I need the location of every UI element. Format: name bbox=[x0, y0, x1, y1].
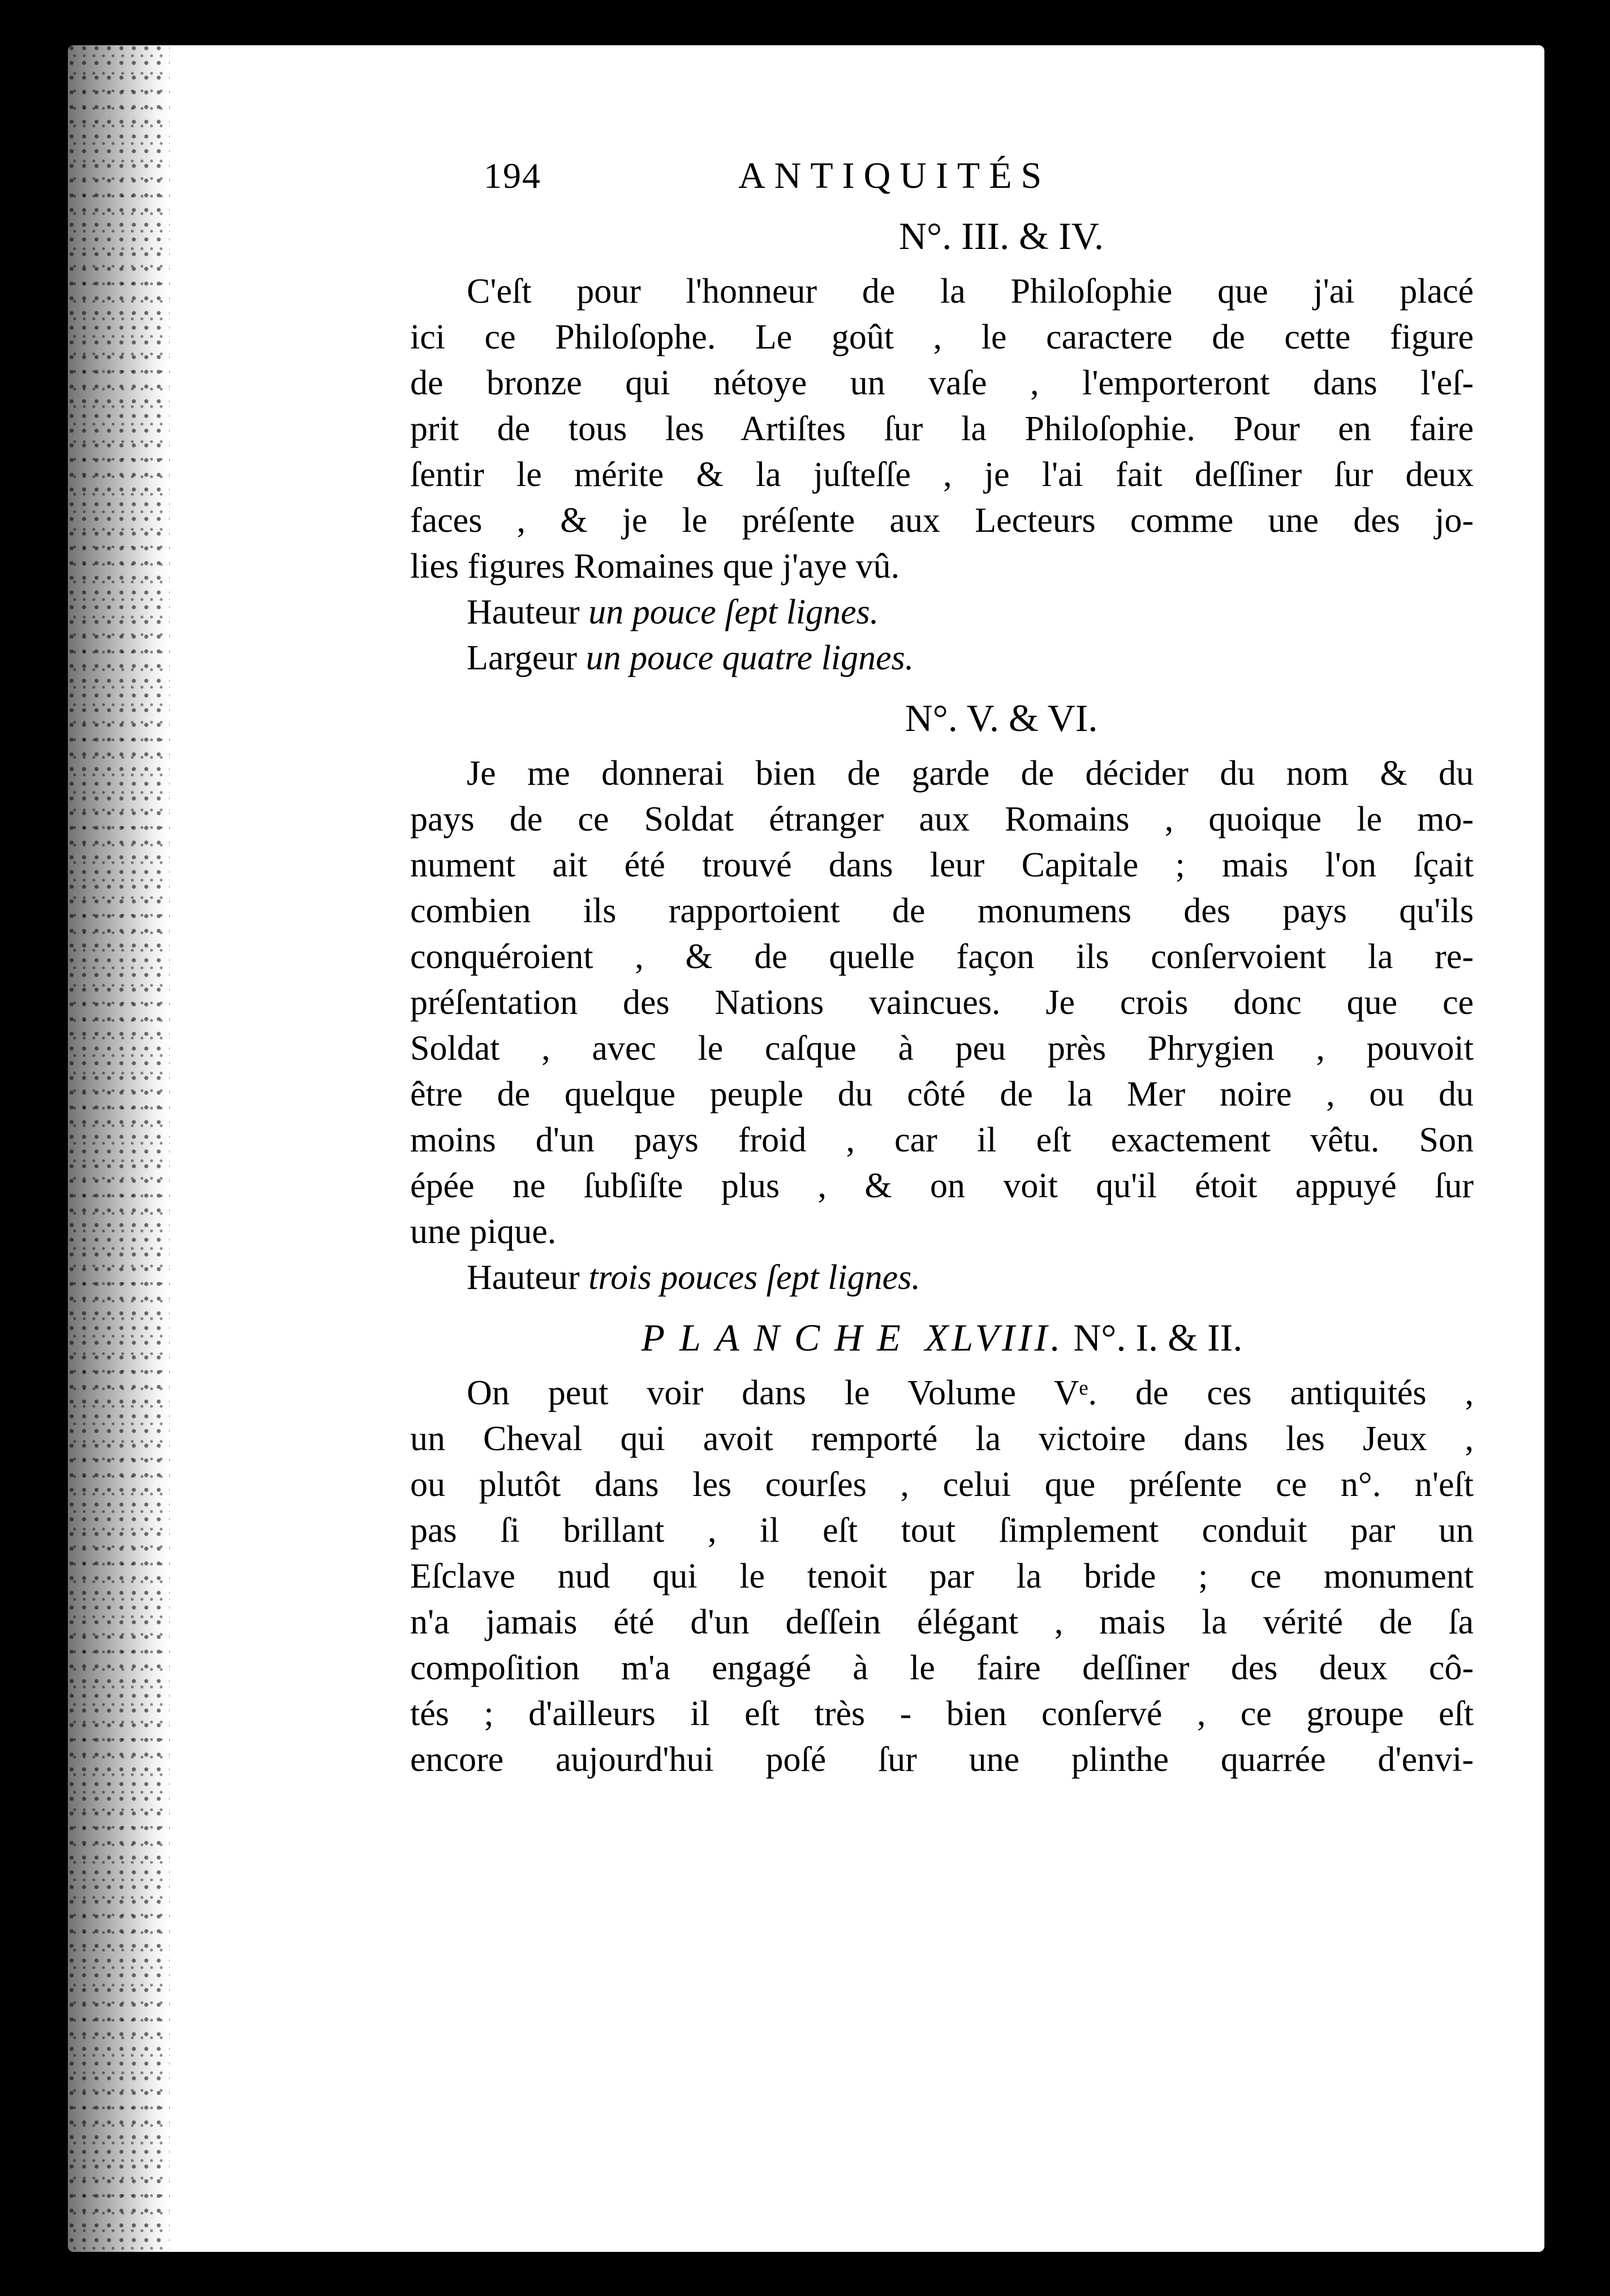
text-line: moins d'un pays froid , car il eſt exactement vêtu. Son bbox=[410, 1121, 1474, 1159]
text-line: faces , & je le préſente aux Lecteurs comme une des jo- bbox=[410, 501, 1474, 540]
text-line: pays de ce Soldat étranger aux Romains , quoique le mo- bbox=[410, 800, 1474, 839]
text-line: n'a jamais été d'un deſſein élégant , mais la vérité de ſa bbox=[410, 1603, 1474, 1641]
text-line: une pique. bbox=[410, 1213, 557, 1251]
plate-number: XLVIII. bbox=[924, 1316, 1064, 1359]
text-line: un Cheval qui avoit remporté la victoire dans les Jeux , bbox=[410, 1420, 1474, 1458]
text-line: ici ce Philoſophe. Le goût , le caractere de cette figure bbox=[410, 318, 1474, 356]
running-title: ANTIQUITÉS bbox=[738, 155, 1051, 196]
text-column bbox=[410, 147, 1474, 1783]
text-line: Je me donnerai bien de garde de décider du nom & du bbox=[467, 754, 1474, 793]
section-heading-no-v-vi: N°. V. & VI. bbox=[905, 696, 1098, 739]
text-line: encore aujourd'hui poſé ſur une plinthe quarrée d'envi- bbox=[410, 1740, 1474, 1779]
plate-figure-numbers: N°. I. & II. bbox=[1073, 1316, 1243, 1359]
dimension-height bbox=[410, 1255, 1474, 1301]
text-line: C'eſt pour l'honneur de la Philoſophie que j'ai placé bbox=[467, 272, 1474, 311]
text-line: ſentir le mérite & la juſteſſe , je l'ai fait deſſiner ſur deux bbox=[410, 455, 1474, 494]
text-line: compoſition m'a engagé à le faire deſſiner des deux cô- bbox=[410, 1649, 1474, 1687]
text-line: combien ils rapportoient de monumens des pays qu'ils bbox=[410, 892, 1474, 930]
plate-heading bbox=[410, 1311, 1474, 1365]
dimension-label: Largeur bbox=[467, 639, 578, 677]
scan-edge-shadow bbox=[68, 45, 170, 2252]
dimension-value: trois pouces ſept lignes. bbox=[588, 1258, 920, 1297]
text-line: de bronze qui nétoye un vaſe , l'emporteront dans l'eſ- bbox=[410, 364, 1474, 402]
text-line: préſentation des Nations vaincues. Je crois donc que ce bbox=[410, 983, 1474, 1022]
text-line: conquéroient , & de quelle façon ils conſervoient la re- bbox=[410, 938, 1474, 976]
text-line: pas ſi brillant , il eſt tout ſimplement conduit par un bbox=[410, 1511, 1474, 1550]
dimension-label: Hauteur bbox=[467, 593, 580, 631]
text-line: prit de tous les Artiſtes ſur la Philoſophie. Pour en faire bbox=[410, 410, 1474, 448]
dimension-width bbox=[410, 635, 1474, 681]
dimension-label: Hauteur bbox=[467, 1258, 580, 1297]
page-number: 194 bbox=[484, 156, 541, 196]
dimension-value: un pouce ſept lignes. bbox=[588, 593, 879, 631]
text-line: lies figures Romaines que j'aye vû. bbox=[410, 547, 900, 586]
paragraph-cheval bbox=[410, 1370, 1474, 1783]
paragraph-soldat bbox=[410, 751, 1474, 1255]
text-line: Soldat , avec le caſque à peu près Phrygien , pouvoit bbox=[410, 1029, 1474, 1068]
text-line: tés ; d'ailleurs il eſt très - bien conſervé , ce groupe eſt bbox=[410, 1695, 1474, 1733]
paragraph-philosophe bbox=[410, 269, 1474, 590]
text-line: nument ait été trouvé dans leur Capitale ; mais l'on ſçait bbox=[410, 846, 1474, 884]
page-header bbox=[410, 147, 1474, 209]
text-line: épée ne ſubſiſte plus , & on voit qu'il étoit appuyé ſur bbox=[410, 1167, 1474, 1205]
dimension-height bbox=[410, 590, 1474, 635]
text-line: Eſclave nud qui le tenoit par la bride ; ce monument bbox=[410, 1557, 1474, 1596]
text-line: ou plutôt dans les courſes , celui que préſente ce n°. n'eſt bbox=[410, 1465, 1474, 1504]
text-line: être de quelque peuple du côté de la Mer noire , ou du bbox=[410, 1075, 1474, 1113]
dimension-value: un pouce quatre lignes. bbox=[586, 639, 914, 677]
text-line: On peut voir dans le Volume Vᵉ. de ces antiquités , bbox=[467, 1374, 1474, 1412]
plate-word: PLANCHE bbox=[641, 1316, 915, 1359]
section-heading-no-iii-iv: N°. III. & IV. bbox=[898, 214, 1104, 257]
